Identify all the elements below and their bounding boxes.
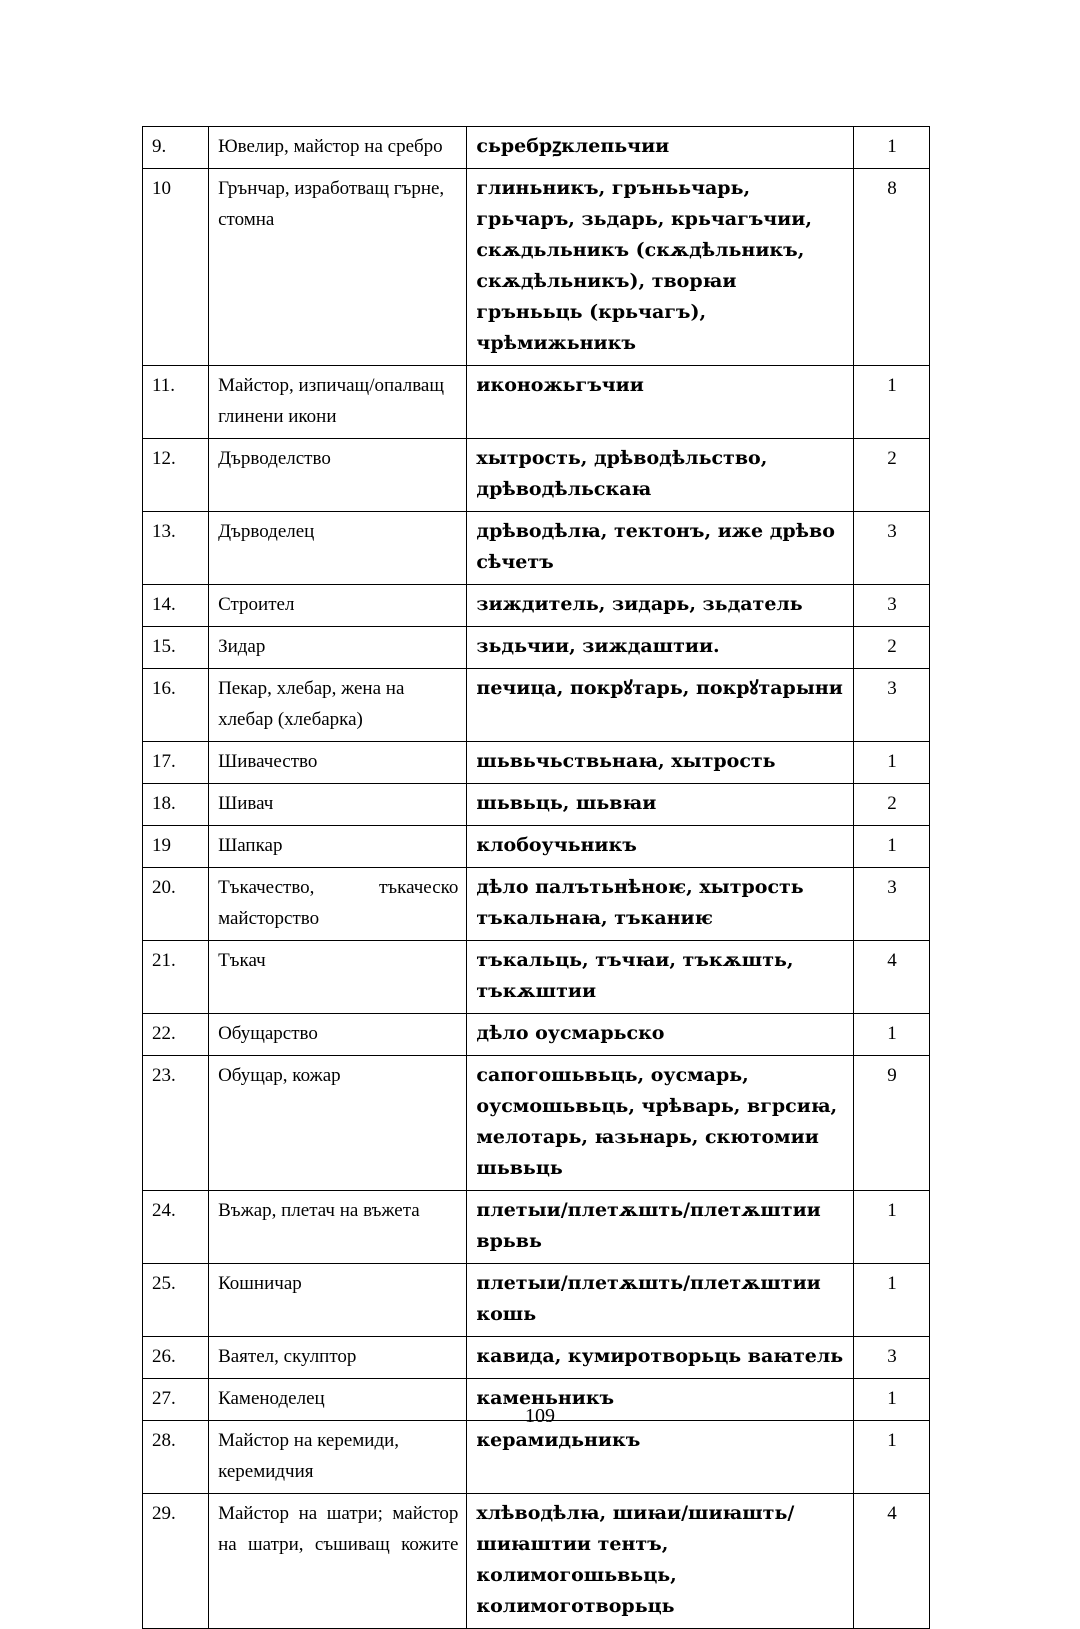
occupation-term: Обущарство xyxy=(209,1014,467,1056)
old-bulgarian-terms: зьдьчии, зиждаштии. xyxy=(467,627,853,669)
occupation-term: Строител xyxy=(209,585,467,627)
table-row xyxy=(143,127,930,169)
row-number: 17. xyxy=(143,742,209,784)
old-bulgarian-terms: керамидьникъ xyxy=(467,1421,853,1494)
row-number: 11. xyxy=(143,366,209,439)
term-count: 9 xyxy=(853,1056,929,1191)
term-count: 4 xyxy=(853,1494,929,1629)
term-count: 1 xyxy=(853,742,929,784)
occupation-term: Кошничар xyxy=(209,1264,467,1337)
old-bulgarian-terms: тъкальць, тъчꙗи, тъкѫшть, тъкѫштии xyxy=(467,941,853,1014)
old-bulgarian-terms: клобоучьникъ xyxy=(467,826,853,868)
occupation-term: Въжар, плетач на въжета xyxy=(209,1191,467,1264)
term-count: 1 xyxy=(853,127,929,169)
old-bulgarian-terms: иконожьгъчии xyxy=(467,366,853,439)
old-bulgarian-terms: каменьникъ xyxy=(467,1379,853,1421)
row-number: 21. xyxy=(143,941,209,1014)
row-number: 22. xyxy=(143,1014,209,1056)
term-count: 3 xyxy=(853,669,929,742)
old-bulgarian-terms: дѣло палътьнѣноѥ, хытрость тъкальнаꙗ, тъканиѥ xyxy=(467,868,853,941)
occupation-term: Ювелир, майстор на сребро xyxy=(209,127,467,169)
term-count: 4 xyxy=(853,941,929,1014)
term-count: 3 xyxy=(853,585,929,627)
row-number: 23. xyxy=(143,1056,209,1191)
old-bulgarian-terms: кавида, кумиротворьць ваꙗтель xyxy=(467,1337,853,1379)
table-row xyxy=(143,941,930,1014)
term-count: 1 xyxy=(853,366,929,439)
row-number: 24. xyxy=(143,1191,209,1264)
term-count: 2 xyxy=(853,627,929,669)
occupation-term: Шапкар xyxy=(209,826,467,868)
row-number: 25. xyxy=(143,1264,209,1337)
term-count: 1 xyxy=(853,826,929,868)
row-number: 14. xyxy=(143,585,209,627)
term-count: 3 xyxy=(853,868,929,941)
occupation-term: Дърводелец xyxy=(209,512,467,585)
term-count: 2 xyxy=(853,784,929,826)
term-count: 8 xyxy=(853,169,929,366)
table-row xyxy=(143,512,930,585)
old-bulgarian-terms: плетыи/плетѫшть/плетѫштии врьвь xyxy=(467,1191,853,1264)
table-row xyxy=(143,669,930,742)
table-row xyxy=(143,784,930,826)
table-row xyxy=(143,169,930,366)
row-number: 18. xyxy=(143,784,209,826)
old-bulgarian-terms: сьребрꙁклепьчии xyxy=(467,127,853,169)
occupations-table xyxy=(142,126,930,1629)
table-row xyxy=(143,1056,930,1191)
row-number: 16. xyxy=(143,669,209,742)
row-number: 26. xyxy=(143,1337,209,1379)
term-count: 1 xyxy=(853,1014,929,1056)
table-row xyxy=(143,1264,930,1337)
occupation-term: Шивач xyxy=(209,784,467,826)
occupation-term: Майстор на шатри; майстор на шатри, съшиващ кожите xyxy=(209,1494,467,1629)
term-count: 3 xyxy=(853,512,929,585)
table-row xyxy=(143,585,930,627)
old-bulgarian-terms: сапогошьвьць, оусмарь, оусмошьвьць, чрѣварь, вгрсиꙗ, мелотарь, ꙗзьнарь, скютомии шьвьць xyxy=(467,1056,853,1191)
old-bulgarian-terms: зиждитель, зидарь, зьдатель xyxy=(467,585,853,627)
row-number: 27. xyxy=(143,1379,209,1421)
occupation-term: Шивачество xyxy=(209,742,467,784)
occupation-term: Грънчар, изработващ гърне, стомна xyxy=(209,169,467,366)
table-row xyxy=(143,1421,930,1494)
term-count: 1 xyxy=(853,1421,929,1494)
table-row xyxy=(143,1337,930,1379)
occupation-term: Дърводелство xyxy=(209,439,467,512)
occupation-term: Майстор, изпичащ/опалващ глинени икони xyxy=(209,366,467,439)
old-bulgarian-terms: дѣло оусмарьско xyxy=(467,1014,853,1056)
old-bulgarian-terms: хлѣводѣлꙗ, шиꙗи/шиꙗшть/шиꙗштии тентъ, колимогошьвьць, колимоготворьць xyxy=(467,1494,853,1629)
row-number: 15. xyxy=(143,627,209,669)
occupation-term: Зидар xyxy=(209,627,467,669)
term-count: 2 xyxy=(853,439,929,512)
table-row xyxy=(143,1191,930,1264)
occupation-term: Каменоделец xyxy=(209,1379,467,1421)
row-number: 19 xyxy=(143,826,209,868)
page-number: 109 xyxy=(525,1405,555,1427)
table-row xyxy=(143,826,930,868)
term-count: 1 xyxy=(853,1264,929,1337)
term-count: 1 xyxy=(853,1379,929,1421)
old-bulgarian-terms: печица, покрꙋтарь, покрꙋтарыни xyxy=(467,669,853,742)
occupation-term: Майстор на керемиди, керемидчия xyxy=(209,1421,467,1494)
row-number: 13. xyxy=(143,512,209,585)
occupation-term: Обущар, кожар xyxy=(209,1056,467,1191)
row-number: 10 xyxy=(143,169,209,366)
table-body xyxy=(143,127,930,1629)
old-bulgarian-terms: шьвьчьствьнаꙗ, хытрость xyxy=(467,742,853,784)
old-bulgarian-terms: дрѣводѣлꙗ, тектонъ, иже дрѣво сѣчетъ xyxy=(467,512,853,585)
occupation-term: Ваятел, скулптор xyxy=(209,1337,467,1379)
term-count: 1 xyxy=(853,1191,929,1264)
row-number: 29. xyxy=(143,1494,209,1629)
table-row xyxy=(143,742,930,784)
old-bulgarian-terms: плетыи/плетѫшть/плетѫштии кошь xyxy=(467,1264,853,1337)
table-row xyxy=(143,1014,930,1056)
old-bulgarian-terms: глиньникъ, грънььчарь, грьчаръ, зьдарь, крьчагъчии, скѫдьльникъ (скѫдѣльникъ, скѫдѣльникъ), творꙗи грънььць (крьчагъ), чрѣмижьникъ xyxy=(467,169,853,366)
old-bulgarian-terms: шьвьць, шьвꙗи xyxy=(467,784,853,826)
occupation-term: Тъкачество, тъкаческо майсторство xyxy=(209,868,467,941)
occupation-term: Пекар, хлебар, жена на хлебар (хлебарка) xyxy=(209,669,467,742)
old-bulgarian-terms: хытрость, дрѣводѣльство, дрѣводѣльскаꙗ xyxy=(467,439,853,512)
table-row xyxy=(143,439,930,512)
row-number: 28. xyxy=(143,1421,209,1494)
row-number: 12. xyxy=(143,439,209,512)
row-number: 20. xyxy=(143,868,209,941)
term-count: 3 xyxy=(853,1337,929,1379)
occupation-term: Тъкач xyxy=(209,941,467,1014)
table-row xyxy=(143,627,930,669)
table-row xyxy=(143,366,930,439)
table-row xyxy=(143,868,930,941)
row-number: 9. xyxy=(143,127,209,169)
table-row xyxy=(143,1494,930,1629)
